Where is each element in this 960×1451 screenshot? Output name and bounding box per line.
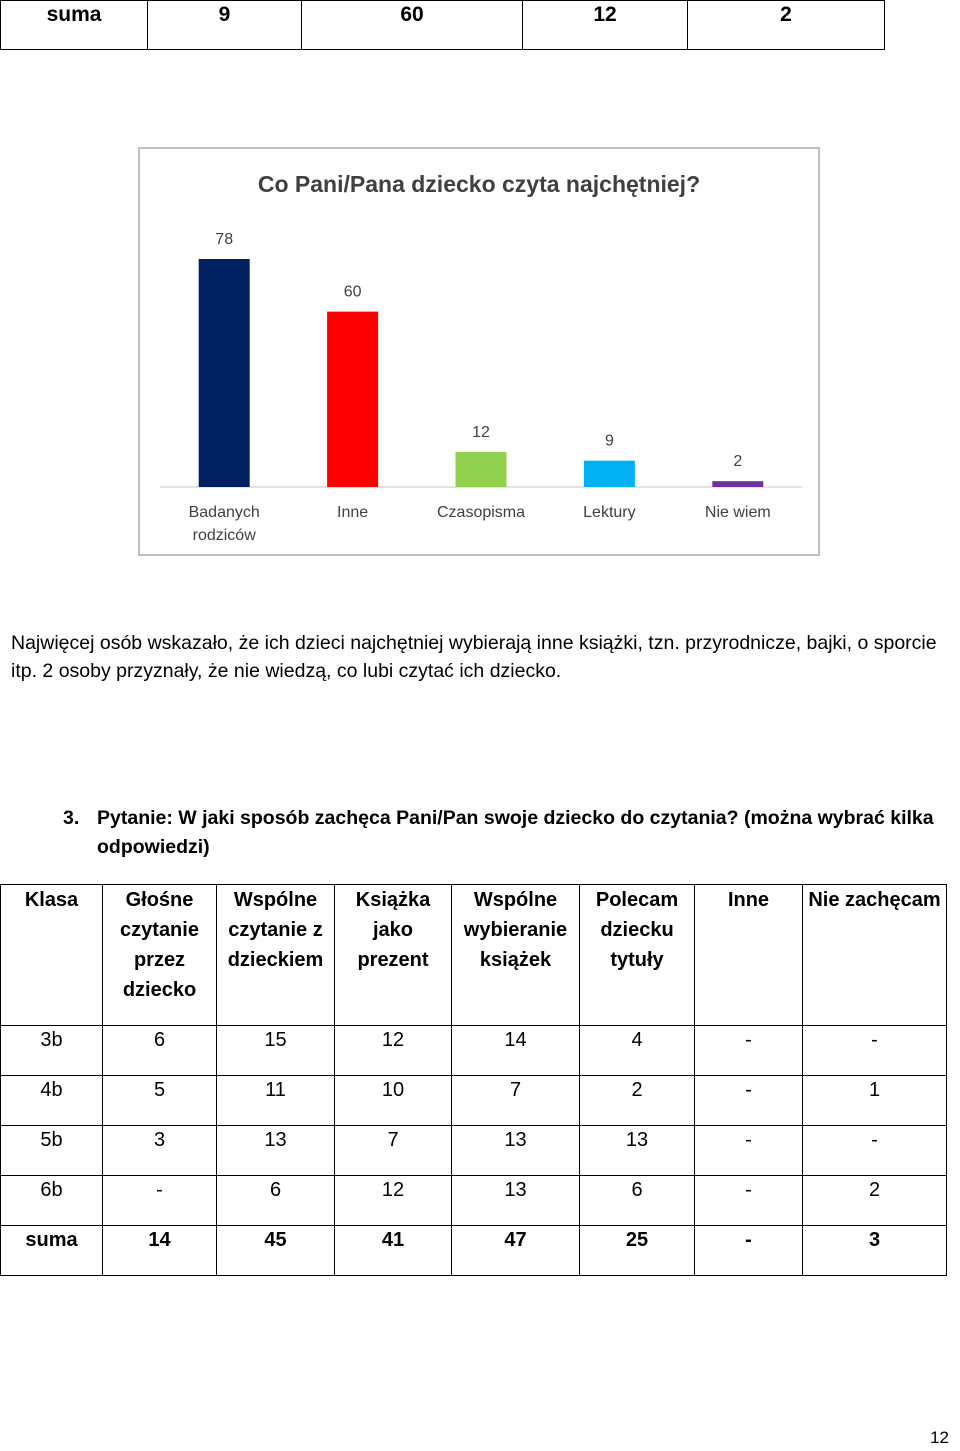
column-header: Nie zachęcam <box>803 885 947 1026</box>
category-label: Inne <box>337 504 369 521</box>
column-header: Polecam dziecku tytuły <box>580 885 695 1026</box>
table-cell: - <box>803 1126 947 1176</box>
table-body <box>1 1026 947 1276</box>
table-cell: 4b <box>1 1076 103 1126</box>
data-label: 9 <box>604 432 614 450</box>
page-number: 12 <box>930 1428 949 1447</box>
table-cell: 7 <box>452 1076 580 1126</box>
table-cell: 3 <box>103 1126 217 1176</box>
table-cell: 5 <box>103 1076 217 1126</box>
bar-chart-svg <box>140 149 818 554</box>
summary-cell: 9 <box>148 1 302 50</box>
data-label: 60 <box>343 283 362 301</box>
column-header: Wspólne wybieranie książek <box>452 885 580 1026</box>
category-label: Badanych <box>188 504 260 521</box>
summary-table <box>0 0 885 50</box>
table-cell: 3 <box>803 1226 947 1276</box>
column-header: Klasa <box>1 885 103 1026</box>
summary-cell: suma <box>1 1 148 50</box>
table-cell: - <box>695 1226 803 1276</box>
table-cell: - <box>695 1126 803 1176</box>
summary-cell: 2 <box>688 1 885 50</box>
table-cell: 12 <box>335 1176 452 1226</box>
table-cell: 6b <box>1 1176 103 1226</box>
summary-cell: 60 <box>302 1 523 50</box>
table-cell: 6 <box>217 1176 335 1226</box>
table-cell: 5b <box>1 1126 103 1176</box>
table-cell: - <box>695 1026 803 1076</box>
table-cell: 13 <box>452 1126 580 1176</box>
table-cell: 12 <box>335 1026 452 1076</box>
summary-row <box>1 1 885 50</box>
table-cell: 3b <box>1 1026 103 1076</box>
table-row <box>1 1176 947 1226</box>
data-label: 12 <box>472 423 490 441</box>
bar <box>199 259 250 487</box>
table-row <box>1 1026 947 1076</box>
table-cell: 13 <box>217 1126 335 1176</box>
data-label: 2 <box>733 453 743 471</box>
question-text: Pytanie: W jaki sposób zachęca Pani/Pan swoje dziecko do czytania? (można wybrać kilka odpowiedzi) <box>97 807 934 858</box>
category-label: rodziców <box>192 527 256 544</box>
table-cell: 13 <box>452 1176 580 1226</box>
table-cell: 1 <box>803 1076 947 1126</box>
table-cell: 6 <box>103 1026 217 1076</box>
table-row <box>1 1226 947 1276</box>
answers-table <box>0 884 947 1276</box>
question-number: 3. <box>63 807 80 829</box>
table-cell: 13 <box>580 1126 695 1176</box>
table-cell: 25 <box>580 1226 695 1276</box>
column-header: Inne <box>695 885 803 1026</box>
column-header: Głośne czytanie przez dziecko <box>103 885 217 1026</box>
category-label: Czasopisma <box>436 504 526 521</box>
column-header: Książka jako prezent <box>335 885 452 1026</box>
bar <box>327 312 378 487</box>
bar <box>456 452 507 487</box>
table-cell: 15 <box>217 1026 335 1076</box>
table-cell: 7 <box>335 1126 452 1176</box>
table-row <box>1 1126 947 1176</box>
bar-chart <box>138 147 820 556</box>
table-row <box>1 1076 947 1126</box>
table-cell: 14 <box>452 1026 580 1076</box>
table-cell: - <box>695 1076 803 1126</box>
chart-title: Co Pani/Pana dziecko czyta najchętniej? <box>257 171 701 197</box>
table-cell: - <box>103 1176 217 1226</box>
table-cell: 2 <box>580 1076 695 1126</box>
table-cell: 11 <box>217 1076 335 1126</box>
table-cell: 2 <box>803 1176 947 1226</box>
column-header: Wspólne czytanie z dzieckiem <box>217 885 335 1026</box>
category-label: Nie wiem <box>704 504 771 521</box>
table-header-row <box>1 885 947 1026</box>
bar <box>712 481 763 487</box>
category-label: Lektury <box>583 504 636 521</box>
table-cell: 47 <box>452 1226 580 1276</box>
table-cell: 45 <box>217 1226 335 1276</box>
table-cell: 6 <box>580 1176 695 1226</box>
table-cell: - <box>695 1176 803 1226</box>
data-label: 78 <box>215 231 234 248</box>
table-cell: suma <box>1 1226 103 1276</box>
table-cell: 41 <box>335 1226 452 1276</box>
table-cell: - <box>803 1026 947 1076</box>
table-cell: 4 <box>580 1026 695 1076</box>
table-cell: 10 <box>335 1076 452 1126</box>
summary-cell: 12 <box>523 1 688 50</box>
bar <box>584 461 635 487</box>
table-cell: 14 <box>103 1226 217 1276</box>
summary-paragraph: Najwięcej osób wskazało, że ich dzieci najchętniej wybierają inne książki, tzn. przyrodnicze, bajki, o sporcie itp. 2 osoby przyznały, że nie wiedzą, co lubi czytać ich dziecko. <box>11 632 937 682</box>
